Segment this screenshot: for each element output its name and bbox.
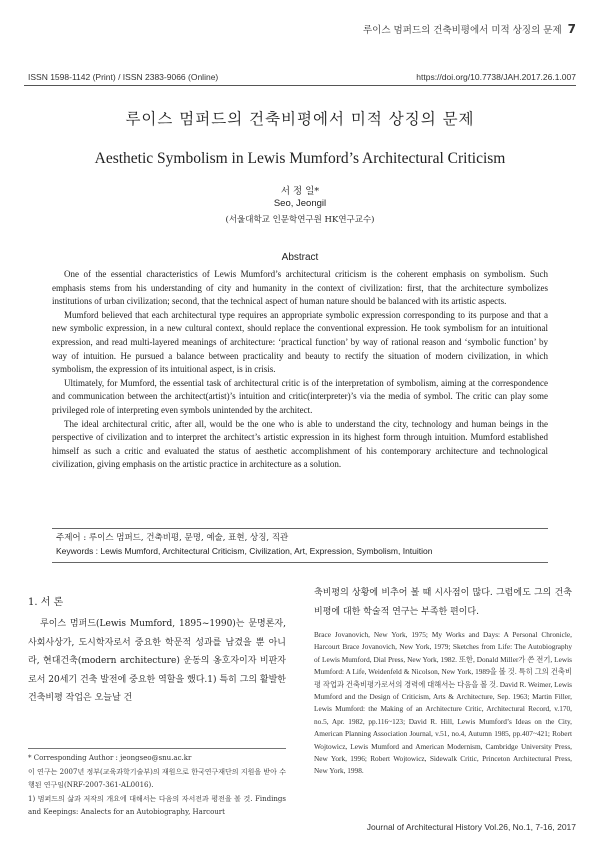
footnotes-right bbox=[314, 629, 572, 778]
abstract-heading: Abstract bbox=[281, 252, 319, 263]
abstract-paragraph: Mumford believed that each architectural type requires an appropriate symbolic expression corresponding to its purpose and that a new symbolic expression, in a new cultural context, should replace the conventional expression. He took symbolism for an intuitional expression, and read multi-layered meanings of architecture: ‘practical function’ by way of rational reason and ‘symbolic function’ by way of intuition. He pursued a balance between practicality and beauty to rectify the situation of modern civilization, in which symbolism, the expression of its intuitional aspect, is in crisis. bbox=[52, 309, 548, 375]
author-name-english: Seo, Jeongil bbox=[273, 198, 327, 209]
footnotes-left bbox=[28, 752, 286, 820]
title-english: Aesthetic Symbolism in Lewis Mumford’s Architectural Criticism bbox=[94, 150, 506, 167]
footnote-funding: 이 연구는 2007년 정부(교육과학기술부)의 재원으로 한국연구재단의 지원을 받아 수행된 연구임(NRF-2007-361-AL0016). bbox=[28, 768, 286, 789]
footnote-1-continued: Brace Jovanovich, New York, 1975; My Works and Days: A Personal Chronicle, Harcourt Brace Jovanovich, New York, 1979; Sketches from Life: The Autobiography of Lewis Mumford, Dial Press, New York, 1982. 또한, Donald Miller가 쓴 전기, Lewis Mumford: A Life, Weidenfeld & Nicolson, New York, 1989을 볼 것. 특히 그의 건축비평 작업과 건축비평가로서의 경력에 대해서는 다음을 볼 것. David R. Weimer, Lewis Mumford and the Design of Criticism, Arts & Architecture, Sep. 1963; Martin Filler, Lewis Mumford: the Making of an Architecture Critic, Architectural Record, v.170, no.5, Apr. 1982, pp.116~123; David R. Hill, Lewis Mumford’s Ideas on the City, American Planning Association Journal, v.51, no.4, Autumn 1985, pp.407~421; Robert Wojtowicz, Lewis Mumford and American Modernism, Cambridge University Press, New York, 1996; Robert Wojtowicz, Sidewalk Critic, Princeton Architectural Press, New York, 1998. bbox=[314, 630, 572, 776]
doi-link[interactable]: https://doi.org/10.7738/JAH.2017.26.1.007 bbox=[416, 72, 576, 82]
header-rule bbox=[24, 85, 576, 86]
keywords-top-rule bbox=[52, 528, 548, 529]
body-paragraph: 루이스 멈퍼드(Lewis Mumford, 1895~1990)는 문명론자, 사회사상가, 도시학자로서 중요한 학문적 성과를 남겼을 뿐 아니라, 현대건축(modern architecture) 운동의 옹호자이자 비판자로서 20세기 건축 발전에 중요한 역할을 했다.1) 특히 그의 활발한 건축비평 작업은 오늘날 건 bbox=[28, 619, 286, 703]
abstract-paragraph: One of the essential characteristics of Lewis Mumford’s architectural criticism is the coherent emphasis on symbolism. Such emphasis stems from his understanding of city and humanity in the context of civilization: first, that the architecture symbolizes institutions of urban civilization; second, that the technical aspect of human nature should be balanced with its artistic aspects. bbox=[52, 269, 548, 307]
issn: ISSN 1598-1142 (Print) / ISSN 2383-9066 (Online) bbox=[28, 72, 219, 82]
keywords-english: Keywords : Lewis Mumford, Architectural Criticism, Civilization, Art, Expression, Symbolism, Intuition bbox=[56, 546, 433, 556]
abstract-body bbox=[52, 268, 548, 472]
abstract-paragraph: Ultimately, for Mumford, the essential task of architectural critic is of the interpretation of symbolism, aiming at the correspondence and communication between the architect(artist)’s intuition and critic(interpreter)’s via the media of symbol. The critic can play some privileged role of interpreting even symbols unintended by the architect. bbox=[52, 377, 548, 415]
footnote-1: 1) 멈퍼드의 삶과 저작의 개요에 대해서는 다음의 자서전과 평전을 볼 것. Findings and Keepings: Analects for an Autobiography, Harcourt bbox=[28, 795, 286, 816]
body-paragraph: 축비평의 상황에 비추어 볼 때 시사점이 많다. 그럼에도 그의 건축비평에 대한 학술적 연구는 부족한 편이다. bbox=[314, 588, 572, 617]
keywords-bottom-rule bbox=[52, 562, 548, 563]
keywords-korean: 주제어 : 루이스 멈퍼드, 건축비평, 문명, 예술, 표현, 상징, 직관 bbox=[56, 533, 289, 543]
abstract-paragraph: The ideal architectural critic, after all, would be the one who is able to understand the city, technology and human beings in the perspective of civilization and to interpret the architect’s artistic expression in its highest form through intuition. Mumford established himself as such a critic and evaluated the status of aesthetic accomplishment of his contemporary architecture and technological civilization, giving emphasis on the artistic practice in architecture as a solution. bbox=[52, 418, 548, 470]
page-number: 7 bbox=[567, 22, 576, 36]
title-korean: 루이스 멈퍼드의 건축비평에서 미적 상징의 문제 bbox=[125, 110, 475, 128]
body-text-left bbox=[28, 615, 286, 708]
author-affiliation: (서울대학교 인문학연구원 HK연구교수) bbox=[225, 215, 375, 225]
section-heading: 1. 서 론 bbox=[28, 597, 64, 608]
running-header bbox=[363, 22, 576, 36]
footnote-corresponding: * Corresponding Author : jeongseo@snu.ac.kr bbox=[28, 754, 192, 762]
author-name-korean: 서 정 일* bbox=[280, 186, 320, 197]
journal-footer: Journal of Architectural History Vol.26, No.1, 7-16, 2017 bbox=[366, 822, 576, 832]
body-text-right bbox=[314, 584, 572, 621]
running-title: 루이스 멈퍼드의 건축비평에서 미적 상징의 문제 bbox=[363, 25, 562, 36]
footnote-rule bbox=[28, 748, 286, 749]
